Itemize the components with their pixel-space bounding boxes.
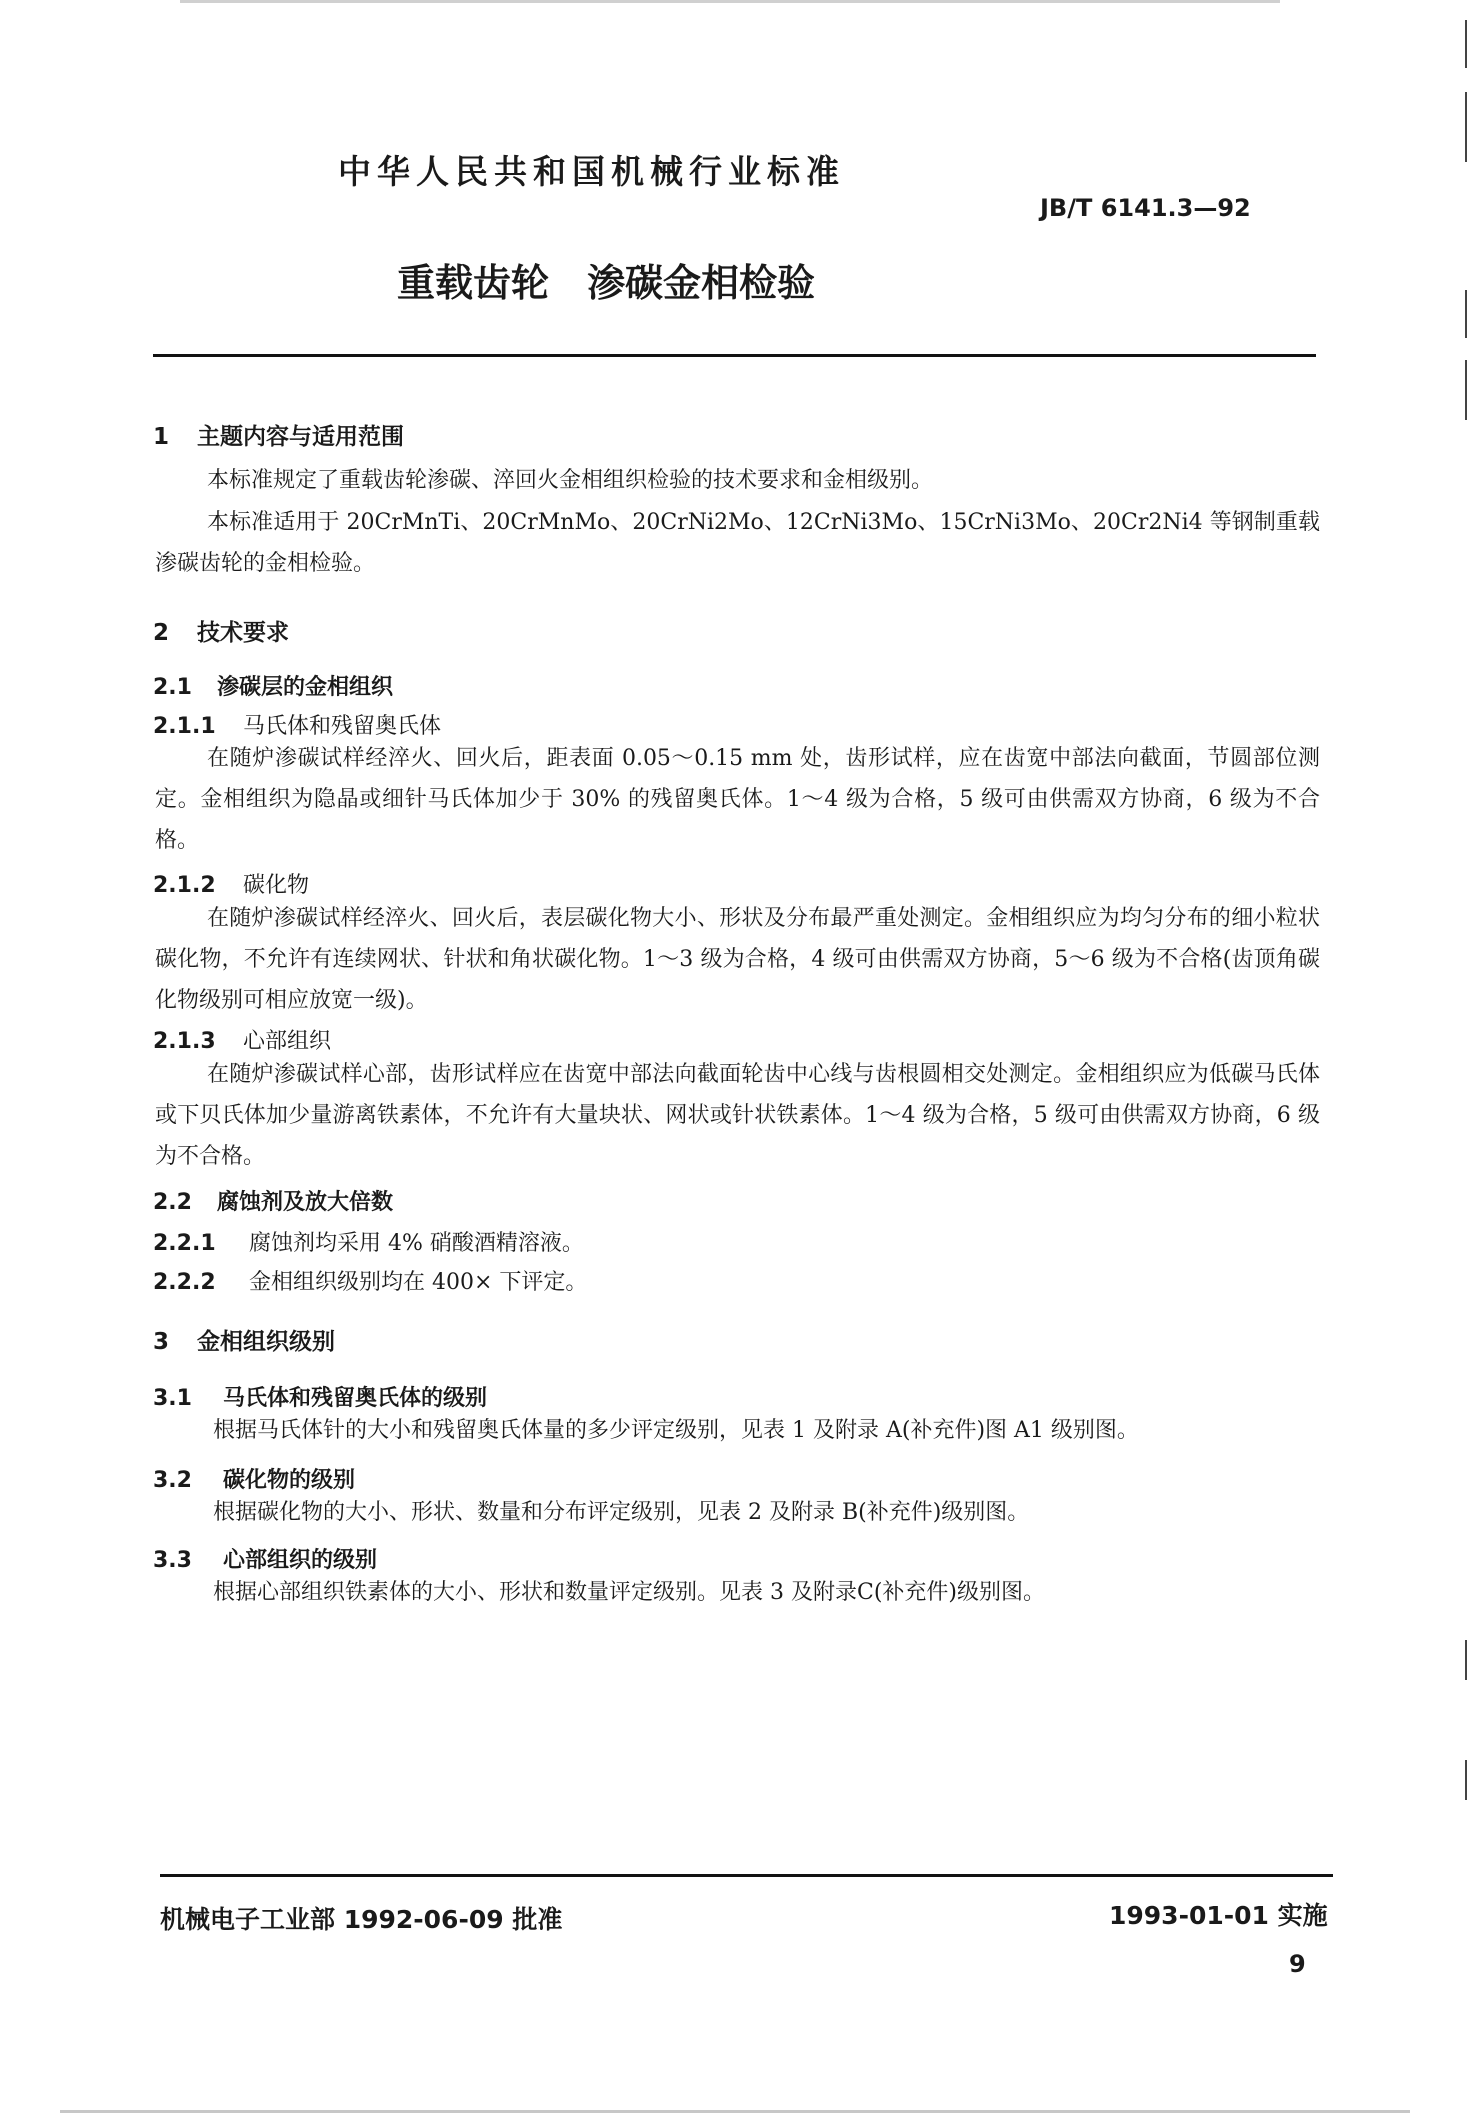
footer-divider [160,1874,1333,1877]
scan-top-edge [180,0,1280,3]
section-number: 2.2.2 [153,1270,216,1295]
subsection-2-1-2-heading [153,868,309,899]
subsection-2-1-1-heading [153,709,441,740]
section-number: 2.1.1 [153,714,216,739]
paragraph: 根据马氏体针的大小和残留奥氏体量的多少评定级别，见表 1 及附录 A(补充件)图 A1 级别图。 [213,1418,1139,1443]
clause-text: 金相组织级别均在 400× 下评定。 [249,1270,588,1295]
subsection-3-1-heading [153,1381,487,1412]
section-title: 心部组织 [243,1029,332,1054]
paragraph: 本标准适用于 20CrMnTi、20CrMnMo、20CrNi2Mo、12CrNi3Mo、15CrNi3Mo、20Cr2Ni4 等钢制重载渗碳齿轮的金相检验。 [155,510,1320,576]
scan-bottom-edge [60,2110,1410,2113]
clause-2-2-2 [153,1265,587,1296]
section-number: 3.2 [153,1468,192,1493]
paragraph: 在随炉渗碳试样经淬火、回火后，距表面 0.05～0.15 mm 处，齿形试样，应在齿宽中部法向截面，节圆部位测定。金相组织为隐晶或细针马氏体加少于 30% 的残留奥氏体。1～4 级为合格，5 级可由供需双方协商，6 级为不合格。 [155,746,1320,853]
scan-edge-mark [1465,92,1467,162]
paragraph: 本标准规定了重载齿轮渗碳、淬回火金相组织检验的技术要求和金相级别。 [207,468,934,493]
scan-edge-mark [1465,20,1467,68]
subsection-3-2-heading [153,1463,355,1494]
section-number: 3.1 [153,1386,192,1411]
section-number: 2.1 [153,675,192,700]
section-number: 2.2.1 [153,1231,216,1256]
paragraph: 在随炉渗碳试样经淬火、回火后，表层碳化物大小、形状及分布最严重处测定。金相组织应为均匀分布的细小粒状碳化物，不允许有连续网状、针状和角状碳化物。1～3 级为合格，4 级可由供需双方协商，5～6 级为不合格(齿顶角碳化物级别可相应放宽一级)。 [155,906,1320,1013]
section-1-heading [153,418,404,451]
section-title: 马氏体和残留奥氏体 [243,714,442,739]
scan-edge-mark [1465,290,1467,338]
scan-edge-mark [1465,1760,1467,1800]
section-number: 2.2 [153,1190,192,1215]
section-title: 金相组织级别 [197,1329,335,1355]
standard-organization: 中华人民共和国机械行业标准 [338,152,845,191]
document-title: 重载齿轮 渗碳金相检验 [397,261,816,305]
subsection-3-3-heading [153,1543,377,1574]
clause-2-2-1 [153,1226,584,1257]
standard-code: JB/T 6141.3—92 [1040,194,1251,222]
section-number: 2.1.2 [153,873,216,898]
approval-line: 机械电子工业部 1992-06-09 批准 [160,1905,563,1934]
section-number: 2.1.3 [153,1029,216,1054]
section-title: 马氏体和残留奥氏体的级别 [223,1386,488,1411]
subsection-2-1-heading [153,670,393,701]
section-2-heading [153,614,289,647]
section-number: 3.3 [153,1548,192,1573]
paragraph: 根据心部组织铁素体的大小、形状和数量评定级别。见表 3 及附录C(补充件)级别图。 [213,1580,1045,1605]
section-title: 渗碳层的金相组织 [217,675,394,700]
paragraph: 根据碳化物的大小、形状、数量和分布评定级别，见表 2 及附录 B(补充件)级别图。 [213,1500,1030,1525]
section-3-heading [153,1323,335,1356]
paragraph: 在随炉渗碳试样心部，齿形试样应在齿宽中部法向截面轮齿中心线与齿根圆相交处测定。金相组织应为低碳马氏体或下贝氏体加少量游离铁素体，不允许有大量块状、网状或针状铁素体。1～4 级为合格，5 级可由供需双方协商，6 级为不合格。 [155,1062,1320,1169]
section-title: 心部组织的级别 [223,1548,378,1573]
subsection-2-1-3-heading [153,1024,331,1055]
section-title: 主题内容与适用范围 [197,424,404,450]
subsection-2-2-heading [153,1185,393,1216]
section-title: 腐蚀剂及放大倍数 [217,1190,394,1215]
clause-text: 腐蚀剂均采用 4% 硝酸酒精溶液。 [249,1231,584,1256]
section-number: 1 [153,424,170,450]
section-title: 技术要求 [197,620,289,646]
section-title: 碳化物 [243,873,310,898]
effective-date: 1993-01-01 实施 [1109,1901,1328,1930]
scan-edge-mark [1465,360,1467,420]
section-number: 2 [153,620,170,646]
section-number: 3 [153,1329,170,1355]
scan-edge-mark [1465,1640,1467,1680]
header-divider [153,354,1316,357]
page-number: 9 [1289,1950,1306,1978]
section-title: 碳化物的级别 [223,1468,356,1493]
